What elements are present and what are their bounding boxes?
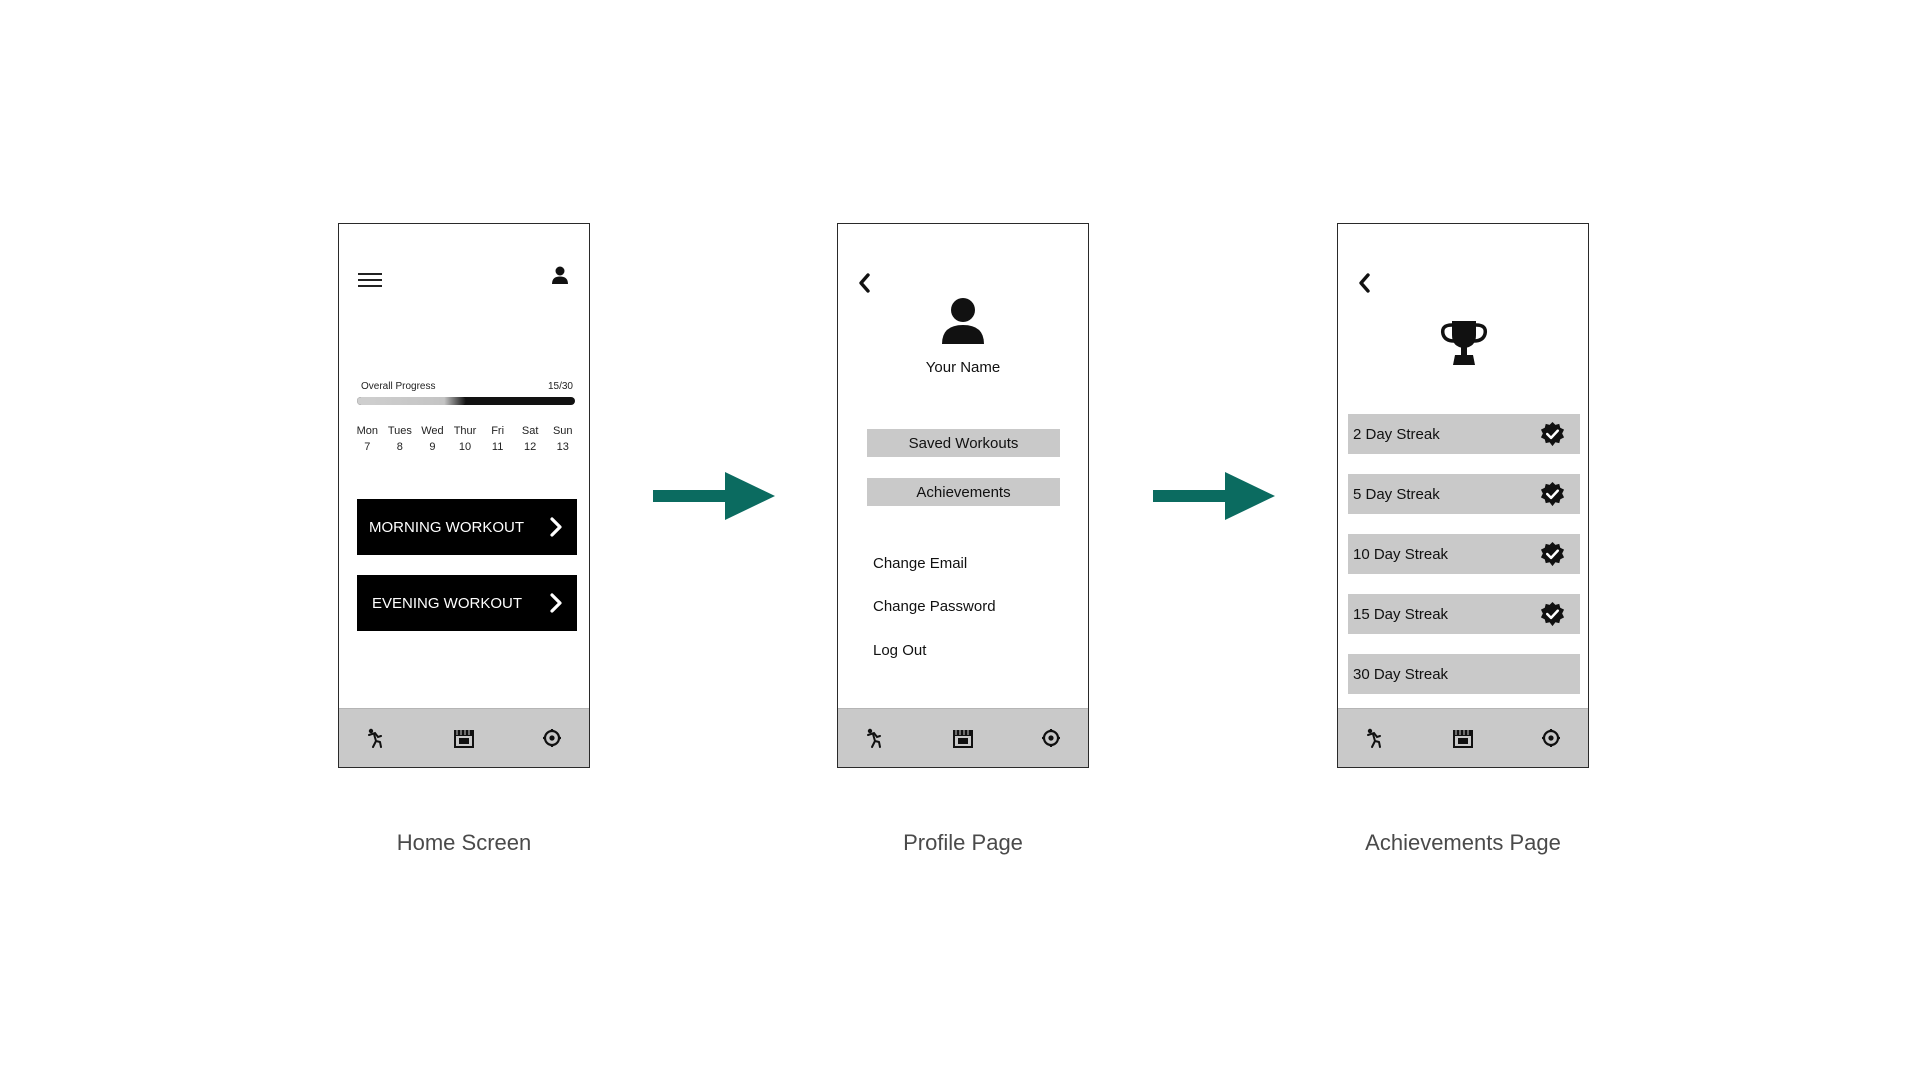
day-item[interactable] (514, 423, 547, 455)
flow-arrow (653, 470, 776, 527)
verified-badge-icon (1539, 601, 1566, 628)
profile-page-phone (837, 223, 1089, 768)
flow-arrow (1153, 470, 1276, 527)
day-item[interactable] (351, 423, 384, 455)
verified-badge-icon (1539, 541, 1566, 568)
exercise-icon[interactable] (863, 726, 887, 750)
settings-icon[interactable] (1039, 726, 1063, 750)
home-screen-phone (338, 223, 590, 768)
verified-badge-icon (1539, 421, 1566, 448)
day-name: Mon (356, 425, 378, 437)
streak-label: 15 Day Streak (1353, 605, 1449, 623)
streak-item (1348, 534, 1580, 574)
day-date: 13 (556, 441, 569, 453)
streak-item (1348, 654, 1580, 694)
user-icon[interactable] (551, 265, 569, 290)
saved-workouts-button[interactable]: Saved Workouts (867, 429, 1060, 457)
day-item[interactable] (416, 423, 449, 455)
log-out-link[interactable]: Log Out (873, 642, 927, 659)
morning-workout-button[interactable] (357, 499, 577, 555)
day-date: 9 (429, 441, 436, 453)
store-icon[interactable] (1451, 726, 1475, 750)
bottom-nav-bar (1338, 708, 1588, 767)
streak-item (1348, 474, 1580, 514)
profile-page-caption: Profile Page (903, 830, 1023, 855)
day-name: Thur (453, 425, 477, 437)
exercise-icon[interactable] (1363, 726, 1387, 750)
day-name: Sat (521, 425, 539, 437)
progress-bar-fill (357, 397, 466, 405)
change-password-link[interactable]: Change Password (873, 598, 996, 615)
day-item[interactable] (384, 423, 417, 455)
achievements-page-caption: Achievements Page (1365, 830, 1561, 855)
day-name: Sun (552, 425, 573, 437)
progress-label: Overall Progress (361, 381, 436, 392)
streak-label: 2 Day Streak (1353, 425, 1440, 443)
progress-bar (357, 397, 575, 405)
bottom-nav-bar (838, 708, 1088, 767)
week-days-row (351, 423, 579, 455)
day-name: Fri (491, 425, 505, 437)
day-name: Tues (387, 425, 412, 437)
achievements-button[interactable]: Achievements (867, 478, 1060, 506)
chevron-right-icon (549, 593, 563, 617)
trophy-icon (1438, 319, 1490, 372)
verified-badge-icon (1539, 481, 1566, 508)
progress-count: 15/30 (547, 381, 573, 392)
hamburger-menu-icon[interactable] (357, 271, 383, 296)
day-item[interactable] (546, 423, 579, 455)
chevron-left-icon[interactable] (857, 273, 871, 298)
store-icon[interactable] (951, 726, 975, 750)
exercise-icon[interactable] (364, 726, 388, 750)
day-date: 7 (364, 441, 371, 453)
morning-workout-label: MORNING WORKOUT (369, 518, 524, 536)
chevron-right-icon (549, 517, 563, 541)
evening-workout-button[interactable] (357, 575, 577, 631)
change-email-link[interactable]: Change Email (873, 555, 968, 572)
streak-label: 30 Day Streak (1353, 665, 1449, 683)
day-item[interactable] (449, 423, 482, 455)
streak-item (1348, 414, 1580, 454)
store-icon[interactable] (452, 726, 476, 750)
day-date: 10 (458, 441, 472, 453)
home-screen-caption: Home Screen (396, 830, 532, 855)
bottom-nav-bar (339, 708, 589, 767)
day-date: 12 (524, 441, 537, 453)
day-date: 11 (491, 441, 504, 453)
streak-label: 5 Day Streak (1353, 485, 1440, 503)
day-item[interactable] (481, 423, 514, 455)
chevron-left-icon[interactable] (1357, 273, 1371, 298)
profile-name: Your Name (925, 359, 1001, 376)
day-date: 8 (396, 441, 403, 453)
evening-workout-label: EVENING WORKOUT (372, 594, 523, 612)
achievements-page-phone (1337, 223, 1589, 768)
settings-icon[interactable] (1539, 726, 1563, 750)
day-name: Wed (421, 425, 444, 437)
streak-label: 10 Day Streak (1353, 545, 1449, 563)
profile-avatar-icon (940, 297, 986, 350)
settings-icon[interactable] (540, 726, 564, 750)
streak-item (1348, 594, 1580, 634)
